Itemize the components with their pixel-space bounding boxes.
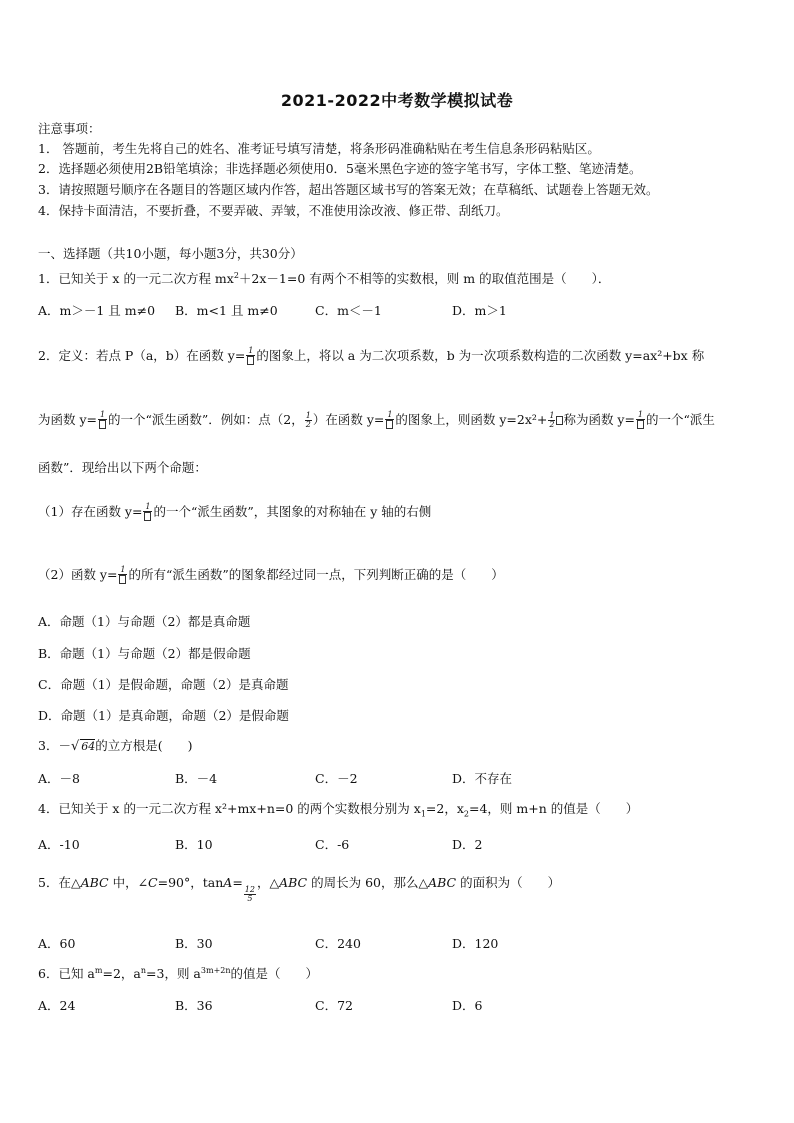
q2-text: 为函数 y= — [38, 412, 98, 427]
q5-text: 的周长为 60，那么△ — [307, 875, 429, 890]
fraction-numerator: 1 — [99, 410, 106, 419]
q3-text: 的立方根是( ) — [95, 738, 193, 753]
q6-text: =2，a — [102, 966, 141, 981]
q5-text: = — [232, 875, 243, 890]
q5-var: ABC — [428, 875, 457, 890]
fraction-denominator — [143, 512, 152, 522]
q2-text: 称为函数 y= — [563, 412, 635, 427]
question-4-stem — [38, 800, 638, 818]
q2-text: 的一个“派生 — [645, 412, 715, 427]
q5-option-b[interactable]: B．30 — [175, 936, 213, 951]
q2-text: 的图象上，则函数 y=2x²+ — [395, 412, 548, 427]
q2-option-b[interactable]: B．命题（1）与命题（2）都是假命题 — [38, 646, 251, 661]
q2-text: 2．定义：若点 P（a，b）在函数 y= — [38, 348, 246, 363]
q6-text: 的值是（ ） — [230, 966, 319, 981]
q6-superscript: m — [94, 965, 103, 975]
question-2-line-2 — [38, 411, 715, 430]
q1-stem-part: 1．已知关于 x 的一元二次方程 mx — [38, 271, 234, 286]
question-2-proposition-2 — [38, 566, 504, 585]
question-2-line-3: 函数”．现给出以下两个命题： — [38, 460, 207, 475]
q2-option-c[interactable]: C．命题（1）是假命题，命题（2）是真命题 — [38, 677, 289, 692]
q3-option-a[interactable]: A．－8 — [38, 771, 80, 786]
q2-text: （2）函数 y= — [38, 567, 118, 582]
q2-text: （1）存在函数 y= — [38, 504, 143, 519]
q6-text: =3，则 a — [146, 966, 201, 981]
fraction-numerator: 1 — [120, 565, 126, 574]
q6-option-d[interactable]: D．6 — [452, 998, 483, 1013]
q4-subscript: 1 — [420, 809, 426, 819]
q5-var: A — [223, 875, 233, 890]
q6-superscript: 3m+2n — [200, 965, 231, 975]
fraction-numerator: 1 — [145, 502, 151, 511]
radicand: 64 — [81, 740, 96, 753]
q3-option-d[interactable]: D．不存在 — [452, 771, 513, 786]
question-5-stem — [38, 874, 560, 903]
q1-superscript: 2 — [233, 270, 239, 280]
missing-glyph-box — [637, 420, 644, 429]
notice-item-2: 2．选择题必须使用2B铅笔填涂；非选择题必须使用0．5毫米黑色字迹的签字笔书写，字体工整、笔迹清楚。 — [38, 161, 642, 176]
fraction-numerator: 1 — [248, 346, 254, 355]
q4-text: =4，则 m+n 的值是（ ） — [468, 801, 639, 816]
q5-option-d[interactable]: D．120 — [452, 936, 499, 951]
missing-glyph-box — [119, 575, 126, 584]
fraction-denominator: 2 — [549, 420, 555, 429]
q4-option-b[interactable]: B．10 — [175, 837, 213, 852]
q4-text: =2，x — [425, 801, 464, 816]
missing-glyph-box — [99, 420, 106, 429]
q2-text: 的一个“派生函数”，其图象的对称轴在 y 轴的右侧 — [153, 504, 432, 519]
q5-var: C — [148, 875, 158, 890]
question-3-stem — [38, 737, 193, 756]
fraction-twelve-fifths — [244, 886, 256, 903]
q5-var: ABC — [80, 875, 109, 890]
q5-text: 的面积为（ ） — [456, 875, 561, 890]
q4-text: 4．已知关于 x 的一元二次方程 x²+mx+n=0 的两个实数根分别为 x — [38, 801, 421, 816]
fraction-numerator: 1 — [387, 410, 393, 419]
q2-text: 的一个“派生函数”．例如：点（2， — [108, 412, 304, 427]
q1-option-d[interactable]: D．m＞1 — [452, 303, 507, 318]
q3-option-b[interactable]: B．－4 — [175, 771, 218, 786]
q4-option-a[interactable]: A．-10 — [38, 837, 80, 852]
notice-heading: 注意事项： — [38, 121, 101, 136]
q6-option-a[interactable]: A．24 — [38, 998, 76, 1013]
q4-option-d[interactable]: D．2 — [452, 837, 483, 852]
q2-option-a[interactable]: A．命题（1）与命题（2）都是真命题 — [38, 614, 251, 629]
fraction-one-over-box — [143, 503, 152, 522]
q5-text: 中，∠ — [108, 875, 149, 890]
fraction-numerator: 12 — [244, 885, 255, 894]
fraction-one-half — [548, 412, 555, 429]
fraction-one-over-box — [98, 411, 107, 430]
fraction-numerator: 1 — [305, 411, 311, 420]
fraction-denominator — [246, 356, 255, 366]
fraction-one-over-box — [246, 347, 255, 366]
fraction-denominator — [385, 420, 394, 430]
q5-option-c[interactable]: C．240 — [315, 936, 361, 951]
q4-subscript: 2 — [463, 809, 469, 819]
page-title: 2021-2022中考数学模拟试卷 — [280, 91, 514, 110]
q5-var: ABC — [279, 875, 308, 890]
q5-option-a[interactable]: A．60 — [38, 936, 76, 951]
fraction-one-over-box — [385, 411, 394, 430]
q1-option-c[interactable]: C．m＜－1 — [315, 303, 382, 318]
q1-option-b[interactable]: B．m<1 且 m≠0 — [175, 303, 278, 318]
notice-item-1: 1． 答题前，考生先将自己的姓名、准考证号填写清楚，将条形码准确粘贴在考生信息条形码粘贴区。 — [38, 141, 600, 156]
q5-text: =90°，tan — [157, 875, 224, 890]
fraction-numerator: 1 — [637, 410, 644, 419]
q6-option-b[interactable]: B．36 — [175, 998, 213, 1013]
question-2-line-1 — [38, 347, 704, 366]
fraction-denominator — [118, 575, 127, 585]
q4-option-c[interactable]: C．-6 — [315, 837, 350, 852]
q3-text: 3．－ — [38, 738, 71, 753]
fraction-numerator: 1 — [549, 411, 555, 420]
fraction-one-over-box — [118, 566, 127, 585]
q5-text: 5．在△ — [38, 875, 81, 890]
notice-item-3: 3．请按照题号顺序在各题目的答题区域内作答，超出答题区域书写的答案无效；在草稿纸、试题卷上答题无效。 — [38, 182, 659, 197]
fraction-one-half — [305, 412, 312, 429]
fraction-denominator — [98, 420, 107, 430]
q6-superscript: n — [140, 965, 147, 975]
radical-sign: √ — [70, 739, 80, 754]
fraction-one-over-box — [636, 411, 645, 430]
q2-text: ）在函数 y= — [312, 412, 385, 427]
question-6-stem — [38, 965, 318, 983]
q2-option-d[interactable]: D．命题（1）是真命题，命题（2）是假命题 — [38, 708, 289, 723]
q3-option-c[interactable]: C．－2 — [315, 771, 358, 786]
q5-text: ，△ — [256, 875, 280, 890]
missing-glyph-box — [386, 420, 393, 429]
missing-glyph-box — [144, 512, 151, 521]
q1-stem-part: ＋2x－1=0 有两个不相等的实数根，则 m 的取值范围是（ ）． — [238, 271, 611, 286]
fraction-denominator: 5 — [247, 894, 253, 903]
q2-text: 的图象上，将以 a 为二次项系数，b 为一次项系数构造的二次函数 y=ax²+bx 称 — [256, 348, 705, 363]
question-1-stem — [38, 270, 610, 288]
notice-item-4: 4．保持卡面清洁，不要折叠，不要弄破、弄皱，不准使用涂改液、修正带、刮纸刀。 — [38, 203, 509, 218]
question-2-proposition-1 — [38, 503, 431, 522]
fraction-denominator — [636, 420, 645, 430]
q6-option-c[interactable]: C．72 — [315, 998, 353, 1013]
q1-option-a[interactable]: A．m＞－1 且 m≠0 — [38, 303, 156, 318]
section-heading: 一、选择题（共10小题，每小题3分，共30分） — [38, 246, 303, 261]
q6-text: 6．已知 a — [38, 966, 95, 981]
q2-text: 的所有“派生函数”的图象都经过同一点，下列判断正确的是（ ） — [128, 567, 504, 582]
missing-glyph-box — [247, 356, 254, 365]
fraction-denominator: 2 — [305, 420, 311, 429]
